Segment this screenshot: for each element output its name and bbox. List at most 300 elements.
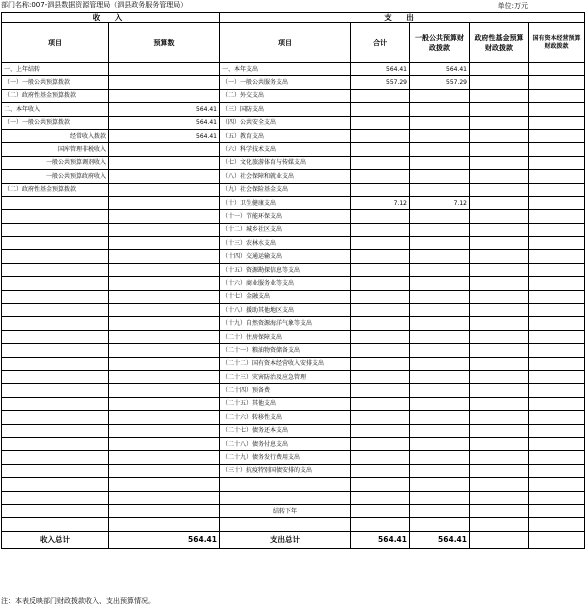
expense-total-value: 564.41 xyxy=(351,531,410,548)
income-item-cell xyxy=(2,344,109,357)
total-cell xyxy=(351,250,410,263)
total-cell xyxy=(351,89,410,102)
budget-cell xyxy=(109,156,220,169)
expense-item-cell: （十一）节能环保支出 xyxy=(220,210,351,223)
gov-fund-cell xyxy=(470,518,529,531)
expense-item-cell: （五）教育支出 xyxy=(220,129,351,142)
total-cell xyxy=(351,317,410,330)
gov-fund-cell xyxy=(470,223,529,236)
state-capital-cell xyxy=(529,304,585,317)
general-public-cell xyxy=(410,210,470,223)
general-public-cell xyxy=(410,518,470,531)
expense-item-cell: （十五）资源勘探信息等支出 xyxy=(220,263,351,276)
general-public-cell xyxy=(410,370,470,383)
total-cell xyxy=(351,290,410,303)
expense-item-cell: （六）科学技术支出 xyxy=(220,143,351,156)
total-cell xyxy=(351,263,410,276)
state-capital-cell xyxy=(529,464,585,477)
total-cell xyxy=(351,183,410,196)
expense-item-cell xyxy=(220,491,351,504)
table-row xyxy=(2,116,585,129)
income-item-cell: 二、本年收入 xyxy=(2,103,109,116)
table-row xyxy=(2,397,585,410)
general-public-cell: 564.41 xyxy=(410,63,470,76)
total-cell xyxy=(351,304,410,317)
budget-cell xyxy=(109,370,220,383)
expense-item-cell: （二十）住房保障支出 xyxy=(220,330,351,343)
expense-item-cell: 结转下年 xyxy=(220,504,351,517)
state-capital-cell xyxy=(529,357,585,370)
general-public-cell xyxy=(410,103,470,116)
general-public-cell xyxy=(410,304,470,317)
expense-item-cell: （十三）农林水支出 xyxy=(220,237,351,250)
table-row xyxy=(2,518,585,531)
general-public-cell xyxy=(410,237,470,250)
income-item-cell xyxy=(2,237,109,250)
income-item-cell xyxy=(2,317,109,330)
gov-fund-cell xyxy=(470,237,529,250)
table-row xyxy=(2,210,585,223)
gov-fund-cell xyxy=(470,156,529,169)
gov-fund-cell xyxy=(470,63,529,76)
income-item-cell: （二）政府性基金预算拨款 xyxy=(2,89,109,102)
total-cell xyxy=(351,156,410,169)
total-cell xyxy=(351,504,410,517)
general-public-cell xyxy=(410,437,470,450)
total-cell: 557.29 xyxy=(351,76,410,89)
col-gov-fund: 政府性基金预算财政拨款 xyxy=(470,23,529,63)
expense-item-cell: （二十八）债务付息支出 xyxy=(220,437,351,450)
table-row xyxy=(2,156,585,169)
gov-fund-cell xyxy=(470,451,529,464)
total-cell xyxy=(351,424,410,437)
budget-cell xyxy=(109,397,220,410)
table-row xyxy=(2,424,585,437)
total-cell: 7.12 xyxy=(351,196,410,209)
general-public-cell: 557.29 xyxy=(410,76,470,89)
table-row xyxy=(2,129,585,142)
table-row xyxy=(2,143,585,156)
income-item-cell xyxy=(2,424,109,437)
gov-fund-cell xyxy=(470,424,529,437)
table-row xyxy=(2,290,585,303)
expense-item-cell: （十二）城乡社区支出 xyxy=(220,223,351,236)
budget-cell xyxy=(109,170,220,183)
unit-label: 单位:万元 xyxy=(497,2,528,10)
general-public-cell xyxy=(410,478,470,491)
budget-cell: 564.41 xyxy=(109,129,220,142)
income-item-cell xyxy=(2,277,109,290)
expense-item-cell: （十六）商业服务业等支出 xyxy=(220,277,351,290)
budget-cell: 564.41 xyxy=(109,116,220,129)
state-capital-cell xyxy=(529,397,585,410)
general-public-cell xyxy=(410,357,470,370)
gov-fund-cell xyxy=(470,357,529,370)
general-public-cell xyxy=(410,504,470,517)
total-cell xyxy=(351,116,410,129)
expense-item-cell: （十）卫生健康支出 xyxy=(220,196,351,209)
total-cell xyxy=(351,370,410,383)
total-cell xyxy=(351,491,410,504)
expense-item-cell: （二十四）预备费 xyxy=(220,384,351,397)
table-row xyxy=(2,277,585,290)
table-row xyxy=(2,263,585,276)
col-general-public: 一般公共预算财政拨款 xyxy=(410,23,470,63)
totals-row xyxy=(2,531,585,548)
total-cell xyxy=(351,223,410,236)
budget-cell xyxy=(109,304,220,317)
total-cell xyxy=(351,518,410,531)
income-item-cell xyxy=(2,210,109,223)
budget-cell xyxy=(109,344,220,357)
total-cell: 564.41 xyxy=(351,63,410,76)
total-cell xyxy=(351,357,410,370)
budget-cell xyxy=(109,63,220,76)
income-item-cell xyxy=(2,464,109,477)
total-cell xyxy=(351,237,410,250)
income-item-cell xyxy=(2,370,109,383)
income-item-cell xyxy=(2,357,109,370)
budget-cell xyxy=(109,384,220,397)
budget-cell xyxy=(109,89,220,102)
state-capital-cell xyxy=(529,250,585,263)
state-capital-cell xyxy=(529,491,585,504)
income-item-cell: （一）一般公共预算拨款 xyxy=(2,76,109,89)
table-row xyxy=(2,464,585,477)
income-item-cell: 经常收入拨款 xyxy=(2,129,109,142)
gov-fund-cell xyxy=(470,344,529,357)
gov-fund-cell xyxy=(470,464,529,477)
budget-cell xyxy=(109,357,220,370)
gov-fund-cell xyxy=(470,478,529,491)
budget-cell xyxy=(109,411,220,424)
gov-fund-total xyxy=(470,531,529,548)
expense-item-cell: （十八）援助其他地区支出 xyxy=(220,304,351,317)
state-capital-cell xyxy=(529,156,585,169)
total-cell xyxy=(351,384,410,397)
gov-fund-cell xyxy=(470,250,529,263)
table-row xyxy=(2,491,585,504)
total-cell xyxy=(351,277,410,290)
table-row xyxy=(2,103,585,116)
footnote: 注：本表反映部门财政拨款收入、支出预算情况。 xyxy=(1,597,155,605)
budget-cell xyxy=(109,143,220,156)
state-capital-cell xyxy=(529,170,585,183)
budget-cell xyxy=(109,290,220,303)
table-row xyxy=(2,437,585,450)
general-public-total: 564.41 xyxy=(410,531,470,548)
gov-fund-cell xyxy=(470,304,529,317)
table-row xyxy=(2,89,585,102)
gov-fund-cell xyxy=(470,384,529,397)
expense-item-cell: （二十二）国有资本经营收入安排支出 xyxy=(220,357,351,370)
expense-total-label: 支出总计 xyxy=(220,531,351,548)
income-section-title: 收 入 xyxy=(2,13,220,23)
table-row xyxy=(2,330,585,343)
income-item-cell xyxy=(2,290,109,303)
income-item-cell: 一、上年结转 xyxy=(2,63,109,76)
col-income-item: 项目 xyxy=(2,23,109,63)
general-public-cell xyxy=(410,491,470,504)
income-item-cell: 一般公共预算政府收入 xyxy=(2,170,109,183)
department-name: 部门名称:007-泗县数据资源管理局（泗县政务服务管理局） xyxy=(1,1,188,9)
general-public-cell xyxy=(410,277,470,290)
expense-item-cell: （九）社会保险基金支出 xyxy=(220,183,351,196)
general-public-cell xyxy=(410,290,470,303)
gov-fund-cell xyxy=(470,76,529,89)
state-capital-cell xyxy=(529,370,585,383)
budget-cell xyxy=(109,250,220,263)
total-cell xyxy=(351,478,410,491)
total-cell xyxy=(351,129,410,142)
general-public-cell xyxy=(410,330,470,343)
table-row xyxy=(2,196,585,209)
income-item-cell xyxy=(2,411,109,424)
income-item-cell xyxy=(2,504,109,517)
gov-fund-cell xyxy=(470,89,529,102)
gov-fund-cell xyxy=(470,103,529,116)
budget-cell xyxy=(109,237,220,250)
income-total-value: 564.41 xyxy=(109,531,220,548)
expense-item-cell: （三十）抗疫特别国债安排的支出 xyxy=(220,464,351,477)
expense-section-title: 支 出 xyxy=(220,13,585,23)
income-item-cell xyxy=(2,451,109,464)
table-row xyxy=(2,411,585,424)
table-row xyxy=(2,170,585,183)
gov-fund-cell xyxy=(470,277,529,290)
total-cell xyxy=(351,330,410,343)
expense-item-cell: （二）外交支出 xyxy=(220,89,351,102)
total-cell xyxy=(351,103,410,116)
state-capital-cell xyxy=(529,116,585,129)
income-item-cell xyxy=(2,437,109,450)
general-public-cell xyxy=(410,397,470,410)
income-item-cell xyxy=(2,304,109,317)
budget-cell xyxy=(109,76,220,89)
state-capital-cell xyxy=(529,143,585,156)
table-row xyxy=(2,384,585,397)
gov-fund-cell xyxy=(470,317,529,330)
budget-cell: 564.41 xyxy=(109,103,220,116)
state-capital-cell xyxy=(529,183,585,196)
expense-item-cell: （一）一般公共服务支出 xyxy=(220,76,351,89)
income-item-cell xyxy=(2,397,109,410)
col-expense-item: 项目 xyxy=(220,23,351,63)
gov-fund-cell xyxy=(470,437,529,450)
gov-fund-cell xyxy=(470,196,529,209)
state-capital-cell xyxy=(529,63,585,76)
income-item-cell xyxy=(2,196,109,209)
expense-item-cell: （十四）交通运输支出 xyxy=(220,250,351,263)
table-row xyxy=(2,237,585,250)
budget-cell xyxy=(109,330,220,343)
income-item-cell xyxy=(2,250,109,263)
state-capital-cell xyxy=(529,277,585,290)
state-capital-cell xyxy=(529,384,585,397)
total-cell xyxy=(351,464,410,477)
budget-cell xyxy=(109,183,220,196)
expense-item-cell xyxy=(220,518,351,531)
column-header-row xyxy=(2,23,585,63)
state-capital-cell xyxy=(529,103,585,116)
budget-cell xyxy=(109,424,220,437)
col-total: 合计 xyxy=(351,23,410,63)
total-cell xyxy=(351,210,410,223)
budget-cell xyxy=(109,317,220,330)
table-row xyxy=(2,250,585,263)
general-public-cell xyxy=(410,156,470,169)
budget-cell xyxy=(109,518,220,531)
total-cell xyxy=(351,437,410,450)
general-public-cell xyxy=(410,116,470,129)
general-public-cell xyxy=(410,411,470,424)
income-total-label: 收入总计 xyxy=(2,531,109,548)
state-capital-cell xyxy=(529,263,585,276)
gov-fund-cell xyxy=(470,129,529,142)
budget-cell xyxy=(109,223,220,236)
general-public-cell xyxy=(410,223,470,236)
total-cell xyxy=(351,143,410,156)
general-public-cell xyxy=(410,263,470,276)
gov-fund-cell xyxy=(470,411,529,424)
income-item-cell: （一）一般公共预算拨款 xyxy=(2,116,109,129)
expense-item-cell: （二十六）转移性支出 xyxy=(220,411,351,424)
table-row xyxy=(2,344,585,357)
gov-fund-cell xyxy=(470,210,529,223)
gov-fund-cell xyxy=(470,116,529,129)
income-item-cell xyxy=(2,330,109,343)
state-capital-cell xyxy=(529,424,585,437)
budget-cell xyxy=(109,210,220,223)
general-public-cell xyxy=(410,464,470,477)
expense-item-cell: 一、本年支出 xyxy=(220,63,351,76)
expense-item-cell: （十九）自然资源海洋气象等支出 xyxy=(220,317,351,330)
state-capital-cell xyxy=(529,290,585,303)
state-capital-cell xyxy=(529,317,585,330)
gov-fund-cell xyxy=(470,170,529,183)
state-capital-cell xyxy=(529,344,585,357)
state-capital-total xyxy=(529,531,585,548)
budget-cell xyxy=(109,196,220,209)
expense-item-cell: （八）社会保障和就业支出 xyxy=(220,170,351,183)
table-row xyxy=(2,317,585,330)
table-row xyxy=(2,76,585,89)
gov-fund-cell xyxy=(470,263,529,276)
general-public-cell xyxy=(410,317,470,330)
total-cell xyxy=(351,170,410,183)
income-item-cell xyxy=(2,478,109,491)
budget-cell xyxy=(109,451,220,464)
expense-item-cell: （二十九）债务发行费用支出 xyxy=(220,451,351,464)
state-capital-cell xyxy=(529,129,585,142)
expense-item-cell: （二十五）其他支出 xyxy=(220,397,351,410)
expense-item-cell: （七）文化旅游体育与传媒支出 xyxy=(220,156,351,169)
gov-fund-cell xyxy=(470,330,529,343)
table-row xyxy=(2,183,585,196)
state-capital-cell xyxy=(529,210,585,223)
expense-item-cell: （二十三）灾害防治及应急管理 xyxy=(220,370,351,383)
general-public-cell xyxy=(410,384,470,397)
income-item-cell xyxy=(2,384,109,397)
state-capital-cell xyxy=(529,76,585,89)
expense-item-cell xyxy=(220,478,351,491)
general-public-cell xyxy=(410,250,470,263)
general-public-cell xyxy=(410,129,470,142)
general-public-cell: 7.12 xyxy=(410,196,470,209)
income-item-cell xyxy=(2,491,109,504)
budget-cell xyxy=(109,277,220,290)
budget-cell xyxy=(109,478,220,491)
table-row xyxy=(2,63,585,76)
state-capital-cell xyxy=(529,223,585,236)
table-row xyxy=(2,370,585,383)
general-public-cell xyxy=(410,451,470,464)
general-public-cell xyxy=(410,170,470,183)
income-item-cell: 一般公共预算调剂收入 xyxy=(2,156,109,169)
table-row xyxy=(2,451,585,464)
gov-fund-cell xyxy=(470,491,529,504)
income-item-cell xyxy=(2,263,109,276)
expense-item-cell: （二十一）粮油物资储备支出 xyxy=(220,344,351,357)
general-public-cell xyxy=(410,89,470,102)
state-capital-cell xyxy=(529,411,585,424)
income-item-cell: 国库管理非税收入 xyxy=(2,143,109,156)
total-cell xyxy=(351,344,410,357)
income-item-cell xyxy=(2,518,109,531)
table-row xyxy=(2,357,585,370)
expense-item-cell: （十七）金融支出 xyxy=(220,290,351,303)
income-item-cell: （二）政府性基金预算拨款 xyxy=(2,183,109,196)
general-public-cell xyxy=(410,344,470,357)
general-public-cell xyxy=(410,143,470,156)
budget-table xyxy=(1,12,585,549)
gov-fund-cell xyxy=(470,183,529,196)
table-row xyxy=(2,223,585,236)
state-capital-cell xyxy=(529,437,585,450)
state-capital-cell xyxy=(529,478,585,491)
state-capital-cell xyxy=(529,451,585,464)
budget-cell xyxy=(109,464,220,477)
col-state-capital: 国有资本经营预算财政拨款 xyxy=(529,23,585,63)
section-header-row xyxy=(2,13,585,23)
state-capital-cell xyxy=(529,89,585,102)
total-cell xyxy=(351,397,410,410)
expense-item-cell: （三）国防支出 xyxy=(220,103,351,116)
gov-fund-cell xyxy=(470,290,529,303)
state-capital-cell xyxy=(529,196,585,209)
gov-fund-cell xyxy=(470,143,529,156)
table-row xyxy=(2,504,585,517)
budget-cell xyxy=(109,491,220,504)
gov-fund-cell xyxy=(470,397,529,410)
general-public-cell xyxy=(410,424,470,437)
expense-item-cell: （四）公共安全支出 xyxy=(220,116,351,129)
state-capital-cell xyxy=(529,237,585,250)
total-cell xyxy=(351,411,410,424)
gov-fund-cell xyxy=(470,370,529,383)
general-public-cell xyxy=(410,183,470,196)
state-capital-cell xyxy=(529,330,585,343)
budget-cell xyxy=(109,504,220,517)
income-item-cell xyxy=(2,223,109,236)
state-capital-cell xyxy=(529,518,585,531)
col-budget: 预算数 xyxy=(109,23,220,63)
budget-cell xyxy=(109,263,220,276)
gov-fund-cell xyxy=(470,504,529,517)
table-row xyxy=(2,304,585,317)
table-body xyxy=(2,13,585,549)
expense-item-cell: （二十七）债务还本支出 xyxy=(220,424,351,437)
